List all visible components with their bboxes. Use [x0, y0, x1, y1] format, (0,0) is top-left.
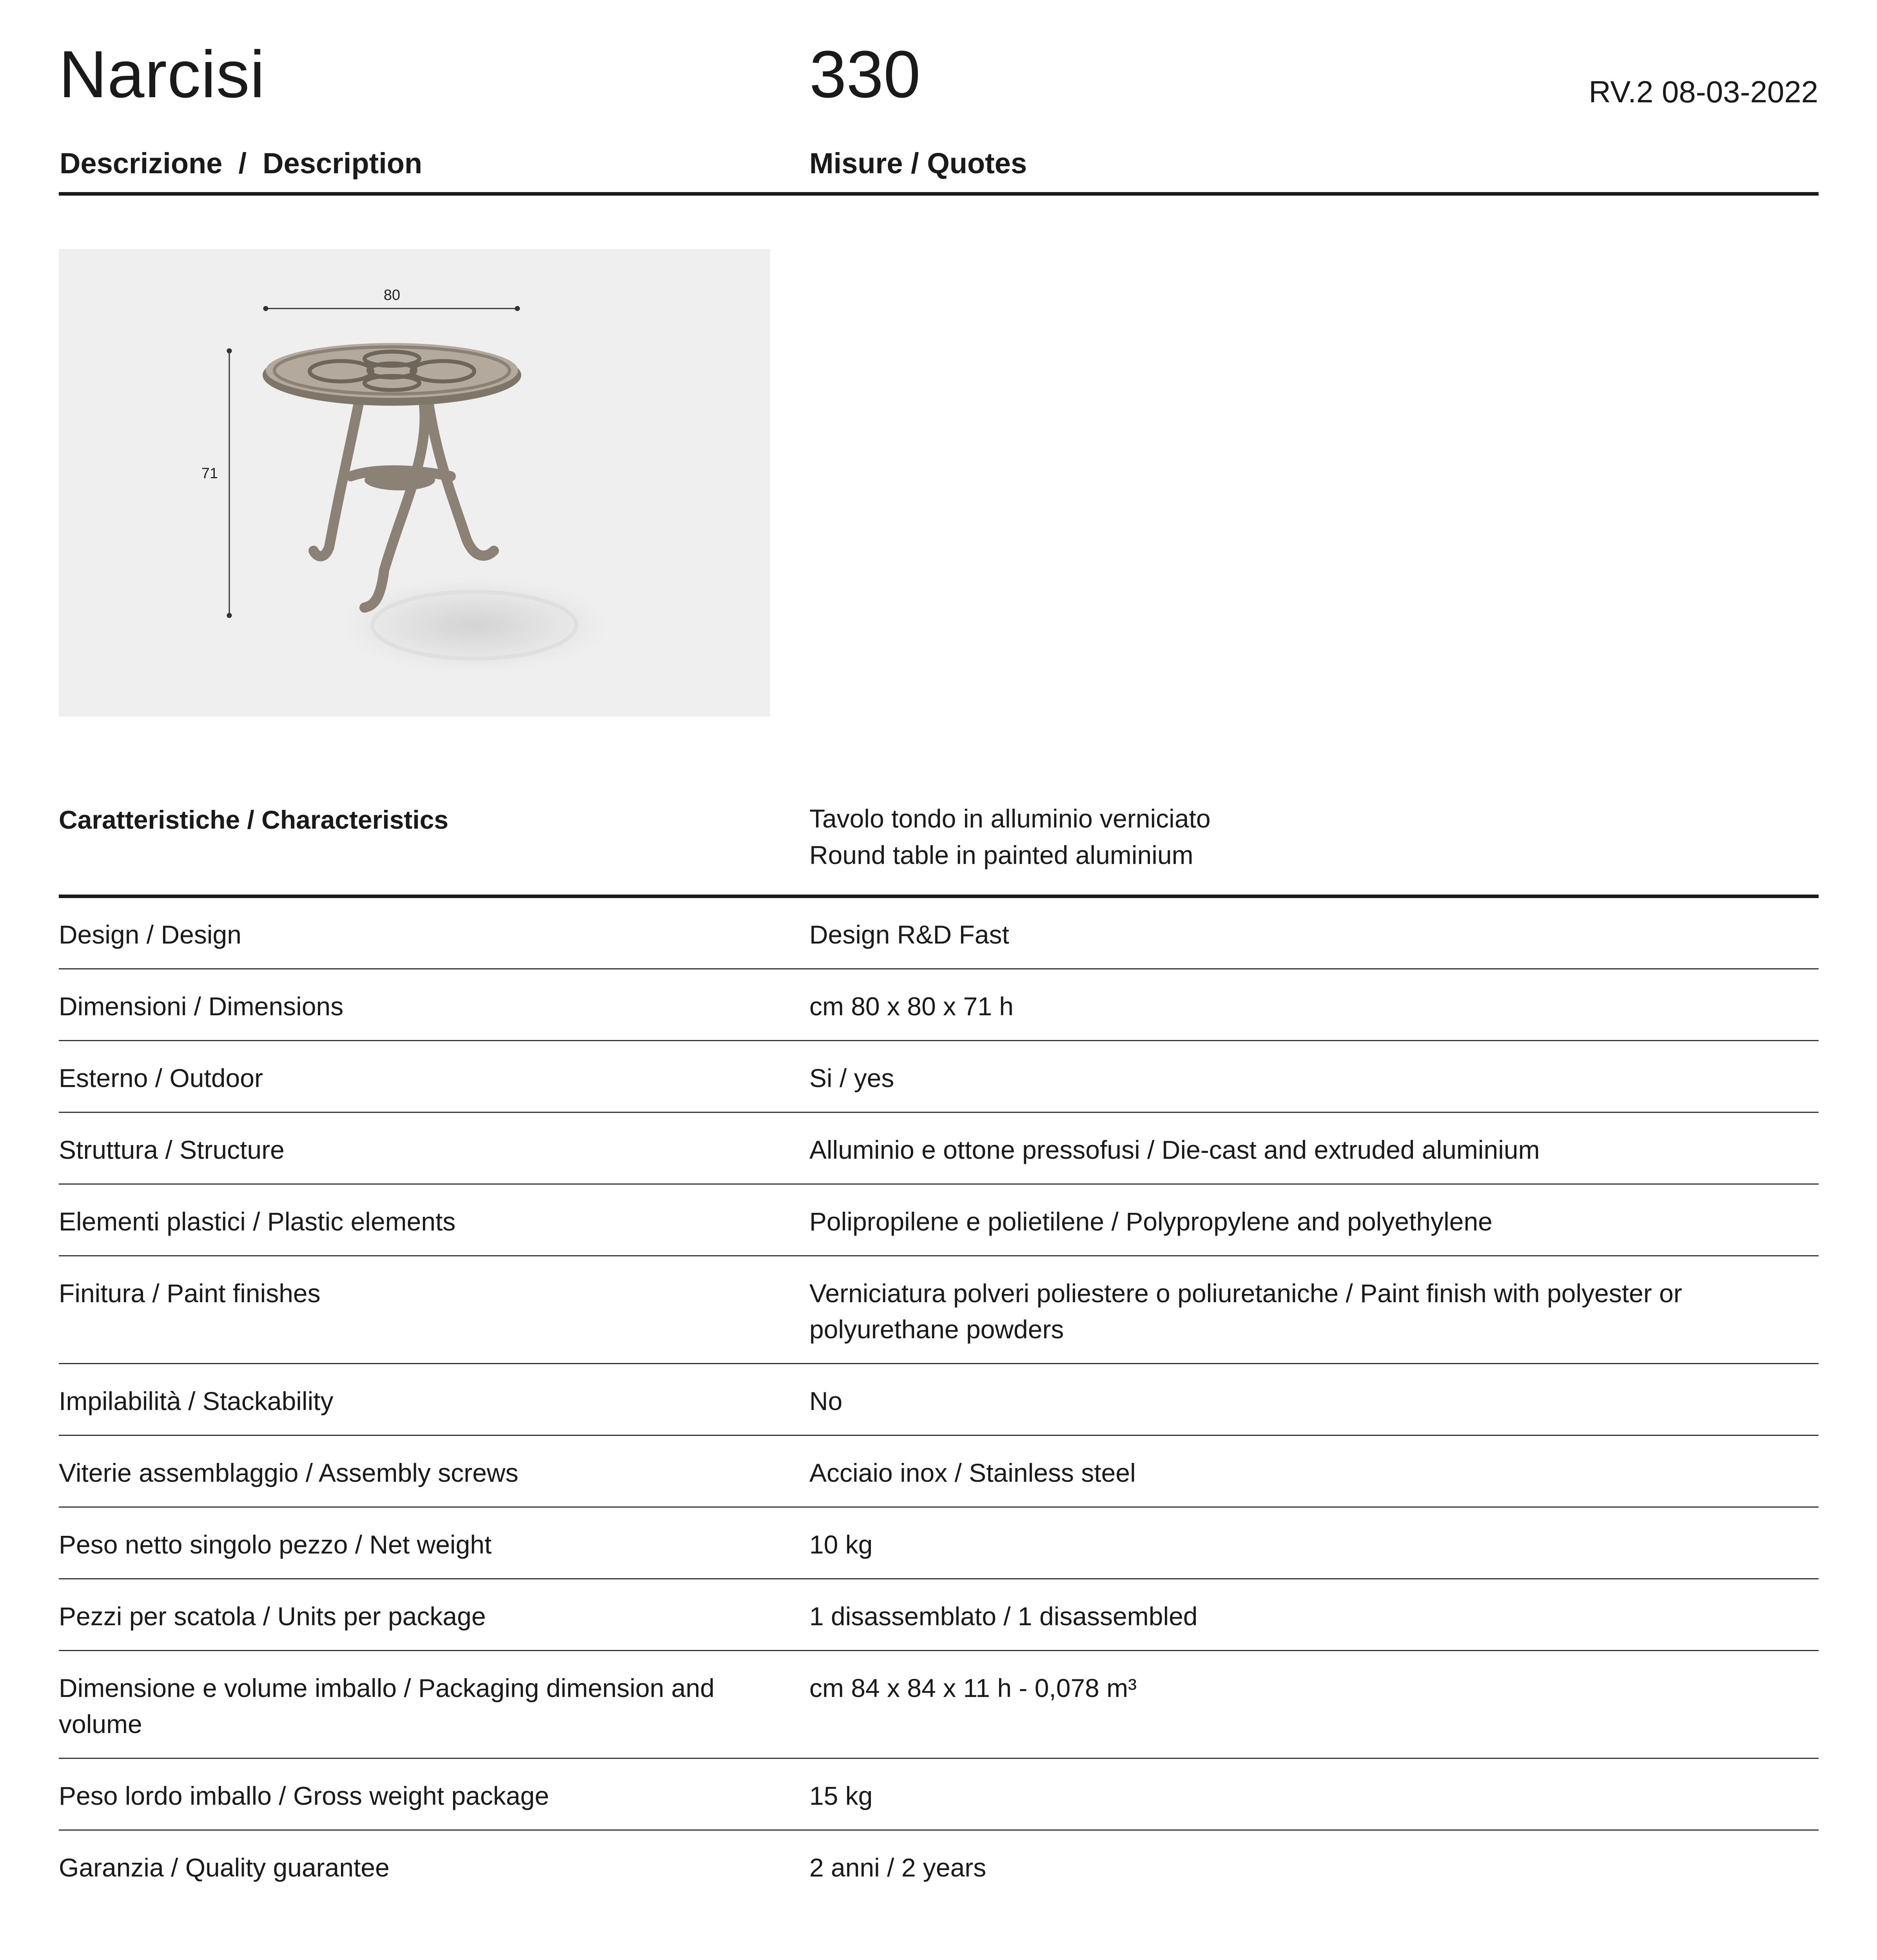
height-dimension-line — [227, 349, 231, 617]
spec-row-structure — [59, 1113, 1819, 1185]
spec-table — [59, 898, 1819, 1901]
spec-value: 15 kg — [809, 1781, 873, 1810]
spec-row-guarantee — [59, 1831, 1819, 1901]
product-name: Narcisi — [59, 37, 265, 112]
product-image — [59, 249, 770, 717]
spec-label: Elementi plastici / Plastic elements — [59, 1207, 456, 1236]
spec-label: Finitura / Paint finishes — [59, 1279, 321, 1308]
spec-label: Dimensione e volume imballo / Packaging dimension and volume — [59, 1673, 715, 1739]
spec-value: Polipropilene e polietilene / Polypropylene and polyethylene — [809, 1207, 1493, 1236]
table-shelf — [365, 470, 435, 490]
spec-label: Garanzia / Quality guarantee — [59, 1853, 390, 1882]
spec-value: Alluminio e ottone pressofusi / Die-cast and extruded aluminium — [809, 1135, 1540, 1164]
width-label: 80 — [383, 287, 401, 303]
spec-value: cm 84 x 84 x 11 h - 0,078 m³ — [809, 1673, 1137, 1702]
spec-label: Viterie assemblaggio / Assembly screws — [59, 1458, 519, 1487]
spec-value: cm 80 x 80 x 71 h — [809, 992, 1014, 1021]
header-divider — [59, 192, 1819, 196]
description-heading: Descrizione / Description — [60, 147, 423, 180]
table-legs — [314, 394, 494, 608]
characteristics-value — [809, 800, 1211, 873]
spec-label: Impilabilità / Stackability — [59, 1387, 334, 1416]
spec-value: Si / yes — [809, 1063, 894, 1093]
spec-label: Esterno / Outdoor — [59, 1063, 263, 1093]
spec-row-net-weight — [59, 1508, 1819, 1579]
spec-value: 2 anni / 2 years — [809, 1853, 987, 1882]
spec-row-plastic-elements — [59, 1185, 1819, 1256]
spec-value: Design R&D Fast — [809, 920, 1009, 949]
characteristics-label: Caratteristiche / Characteristics — [59, 805, 449, 834]
spec-value: 1 disassemblato / 1 disassembled — [809, 1602, 1198, 1631]
spec-row-assembly-screws — [59, 1436, 1819, 1508]
spec-label: Pezzi per scatola / Units per package — [59, 1602, 486, 1631]
quotes-heading: Misure / Quotes — [809, 147, 1027, 180]
spec-row-outdoor — [59, 1041, 1819, 1113]
characteristics-value-italian: Tavolo tondo in alluminio verniciato — [809, 804, 1211, 833]
spec-row-paint-finishes — [59, 1256, 1819, 1364]
spec-label: Dimensioni / Dimensions — [59, 992, 344, 1021]
characteristics-value-english: Round table in painted aluminium — [809, 840, 1193, 869]
spec-label: Peso netto singolo pezzo / Net weight — [59, 1530, 492, 1559]
spec-label: Struttura / Structure — [59, 1135, 285, 1164]
spec-label: Peso lordo imballo / Gross weight package — [59, 1781, 549, 1810]
spec-row-packaging-dimension — [59, 1651, 1819, 1759]
revision-date: RV.2 08-03-2022 — [1589, 74, 1818, 109]
spec-value: Verniciatura polveri poliestere o poliuretaniche / Paint finish with polyester or polyurethane powders — [809, 1279, 1682, 1344]
spec-row-units-per-package — [59, 1579, 1819, 1651]
width-dimension-line — [264, 307, 519, 310]
spec-row-design — [59, 898, 1819, 969]
height-label: 71 — [201, 465, 218, 482]
spec-row-gross-weight — [59, 1759, 1819, 1831]
spec-value: 10 kg — [809, 1530, 873, 1559]
spec-label: Design / Design — [59, 920, 241, 949]
spec-row-stackability — [59, 1364, 1819, 1436]
product-code: 330 — [809, 37, 921, 112]
spec-value: Acciaio inox / Stainless steel — [809, 1458, 1136, 1487]
spec-value: No — [809, 1387, 843, 1416]
spec-row-dimensions — [59, 969, 1819, 1041]
